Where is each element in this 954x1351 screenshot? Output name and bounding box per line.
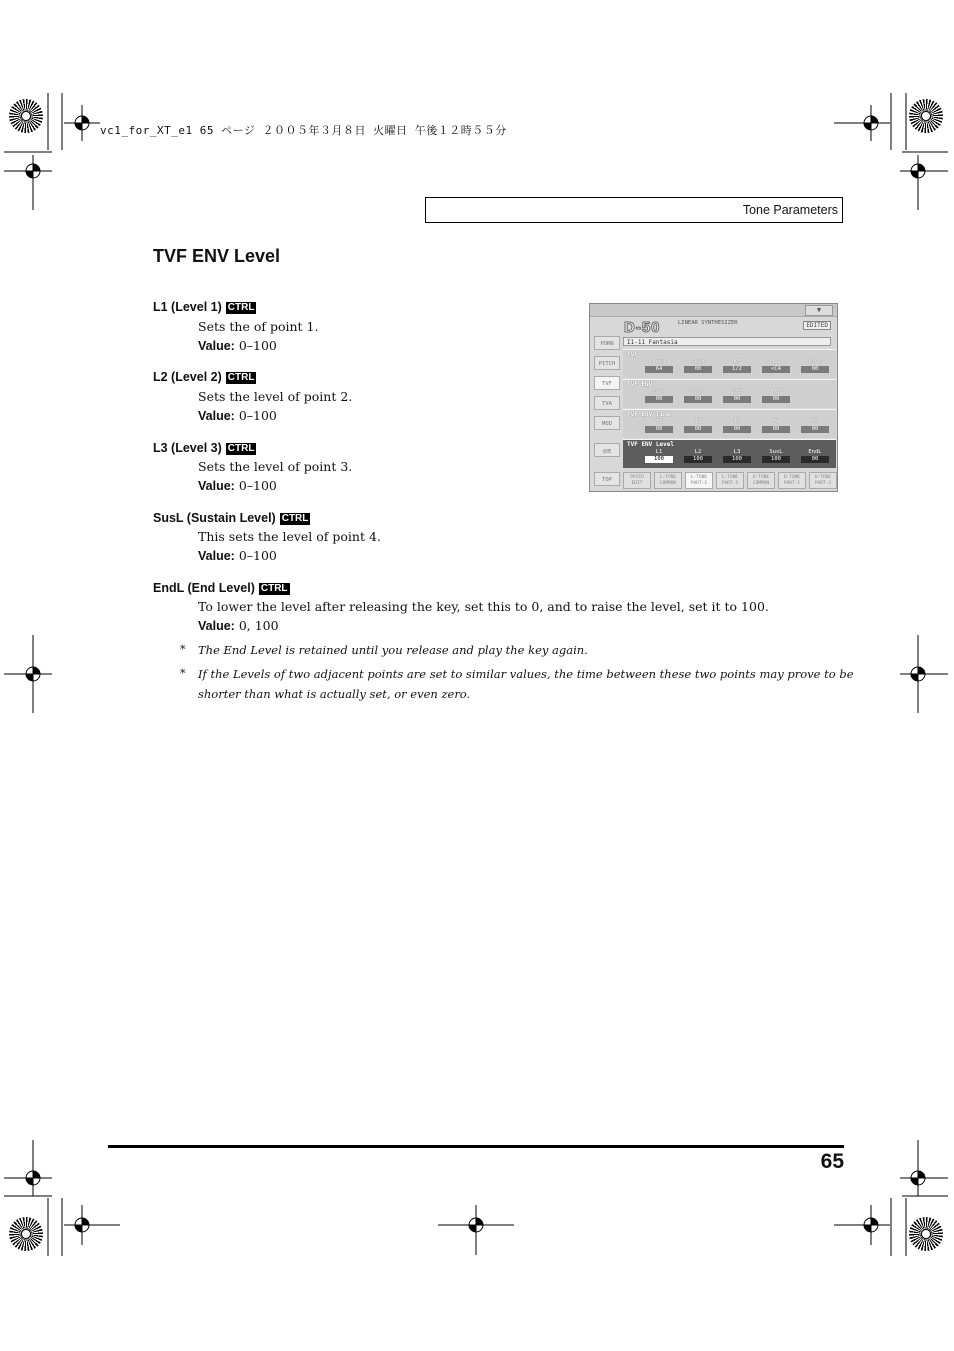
d50-logo: D-50 bbox=[624, 319, 661, 336]
patch-name: I1-11 Fantasia bbox=[623, 337, 831, 346]
tvf-env-block bbox=[623, 379, 836, 408]
ctrl-badge: CTRL bbox=[227, 302, 255, 313]
tvf-reso[interactable]: Reso 00 bbox=[684, 359, 712, 373]
param-susl-value: Value: 0–100 bbox=[198, 548, 277, 563]
side-tab-pitch[interactable]: PITCH bbox=[594, 356, 620, 370]
section-tab-label: Tone Parameters bbox=[742, 203, 838, 217]
top-button[interactable]: TOP bbox=[594, 472, 620, 486]
note-bullet: * bbox=[180, 643, 186, 656]
tvf-env-level-l1[interactable]: L1 100 bbox=[645, 449, 673, 463]
file-info-line: vc1_for_XT_e1 65 ページ ２００５年３月８日 火曜日 午後１２時５５分 bbox=[100, 124, 507, 137]
logo-subtitle: LINEAR SYNTHESIZER bbox=[678, 320, 738, 326]
tvf-env-tkf[interactable]: TKF 00 bbox=[762, 389, 790, 403]
param-name: SusL (Sustain Level) bbox=[153, 511, 276, 525]
tvf-env-t2[interactable]: T2 00 bbox=[684, 419, 712, 433]
ctrl-badge: CTRL bbox=[281, 513, 309, 524]
param-l3-value: Value: 0–100 bbox=[198, 478, 277, 493]
tvf-bp[interactable]: BP <C4 bbox=[762, 359, 790, 373]
tvf-env-level-endl[interactable]: EndL 00 bbox=[801, 449, 829, 463]
tvf-env-time-block bbox=[623, 409, 836, 438]
note-text-line1: If the Levels of two adjacent points are set to similar values, the time between these two points may prove to be bbox=[198, 667, 854, 681]
block-title: TVF bbox=[627, 351, 638, 358]
param-endl-value: Value: 0, 100 bbox=[198, 618, 279, 633]
bottom-tab-u-tone-part-1[interactable]: U-TONE PART-1 bbox=[778, 472, 806, 489]
page-number: 65 bbox=[820, 1150, 844, 1173]
note-bullet: * bbox=[180, 667, 186, 680]
param-l1-heading bbox=[153, 300, 256, 314]
bottom-tab-l-tone-part-2[interactable]: L-TONE PART-2 bbox=[716, 472, 744, 489]
tvf-kf[interactable]: KF 1/2 bbox=[723, 359, 751, 373]
bottom-tab-u-tone-common[interactable]: U-TONE COMMON bbox=[747, 472, 775, 489]
note-text-line2: shorter than what is actually set, or even zero. bbox=[198, 687, 471, 701]
tvf-env-level-l2[interactable]: L2 100 bbox=[684, 449, 712, 463]
bottom-tab-patch-edit[interactable]: PATCH EDIT bbox=[623, 472, 651, 489]
side-tab-porn[interactable]: PORN bbox=[594, 336, 620, 350]
tvf-env-t3[interactable]: T3 00 bbox=[723, 419, 751, 433]
param-l2-value: Value: 0–100 bbox=[198, 408, 277, 423]
param-l2-description: Sets the level of point 2. bbox=[198, 389, 353, 404]
tvf-freq[interactable]: Freq 64 bbox=[645, 359, 673, 373]
param-name: L3 (Level 3) bbox=[153, 441, 222, 455]
tvf-block bbox=[623, 349, 836, 378]
ctrl-badge: CTRL bbox=[227, 372, 255, 383]
block-title: TVF ENV Level bbox=[627, 441, 674, 448]
tvf-env-t1[interactable]: T1 00 bbox=[645, 419, 673, 433]
block-title: TVF ENV bbox=[627, 381, 653, 388]
bottom-tab-l-tone-part-1[interactable]: L-TONE PART-1 bbox=[685, 472, 713, 489]
side-tab-mod[interactable]: MOD bbox=[594, 416, 620, 430]
tvf-env-dkf[interactable]: DKF 00 bbox=[723, 389, 751, 403]
side-tab-tva[interactable]: TVA bbox=[594, 396, 620, 410]
param-l2-heading bbox=[153, 370, 256, 384]
tvf-blvl[interactable]: Blvl 00 bbox=[801, 359, 829, 373]
param-susl-heading bbox=[153, 511, 310, 525]
footer-rule bbox=[108, 1145, 844, 1148]
param-l1-value: Value: 0–100 bbox=[198, 338, 277, 353]
param-l3-description: Sets the level of point 3. bbox=[198, 459, 353, 474]
tvf-env-t5[interactable]: T5 00 bbox=[801, 419, 829, 433]
tvf-env-level-l3[interactable]: L3 100 bbox=[723, 449, 751, 463]
tvf-env-deth[interactable]: Deth 00 bbox=[645, 389, 673, 403]
d50-edit-screen bbox=[589, 303, 838, 492]
param-endl-heading bbox=[153, 581, 290, 595]
ctrl-badge: CTRL bbox=[260, 583, 288, 594]
bottom-tab-l-tone-common[interactable]: L-TONE COMMON bbox=[654, 472, 682, 489]
tvf-env-level-block bbox=[623, 439, 836, 468]
param-l3-heading bbox=[153, 441, 256, 455]
page-title: TVF ENV Level bbox=[153, 246, 281, 266]
param-name: L1 (Level 1) bbox=[153, 300, 222, 314]
scroll-knob-icon[interactable]: ◎≡ bbox=[594, 443, 620, 457]
tvf-env-level-susl[interactable]: SusL 100 bbox=[762, 449, 790, 463]
tvf-env-t4[interactable]: T4 00 bbox=[762, 419, 790, 433]
screen-top-bar bbox=[590, 304, 837, 317]
bottom-tab-u-tone-part-2[interactable]: U-TONE PART-2 bbox=[809, 472, 837, 489]
tvf-env-velo[interactable]: Velo 00 bbox=[684, 389, 712, 403]
param-endl-description: To lower the level after releasing the key, set this to 0, and to raise the level, set it to 100. bbox=[198, 599, 769, 614]
param-l1-description: Sets the of point 1. bbox=[198, 319, 319, 334]
block-title: TVF ENV Time bbox=[627, 411, 671, 418]
note-text: The End Level is retained until you release and play the key again. bbox=[198, 643, 588, 657]
edited-badge: EDITED bbox=[803, 321, 831, 330]
param-name: EndL (End Level) bbox=[153, 581, 255, 595]
param-susl-description: This sets the level of point 4. bbox=[198, 529, 381, 544]
dropdown-arrow-icon[interactable]: ▼ bbox=[805, 305, 833, 316]
side-tab-tvf[interactable]: TVF bbox=[594, 376, 620, 390]
section-tab bbox=[425, 197, 843, 223]
ctrl-badge: CTRL bbox=[227, 443, 255, 454]
param-name: L2 (Level 2) bbox=[153, 370, 222, 384]
